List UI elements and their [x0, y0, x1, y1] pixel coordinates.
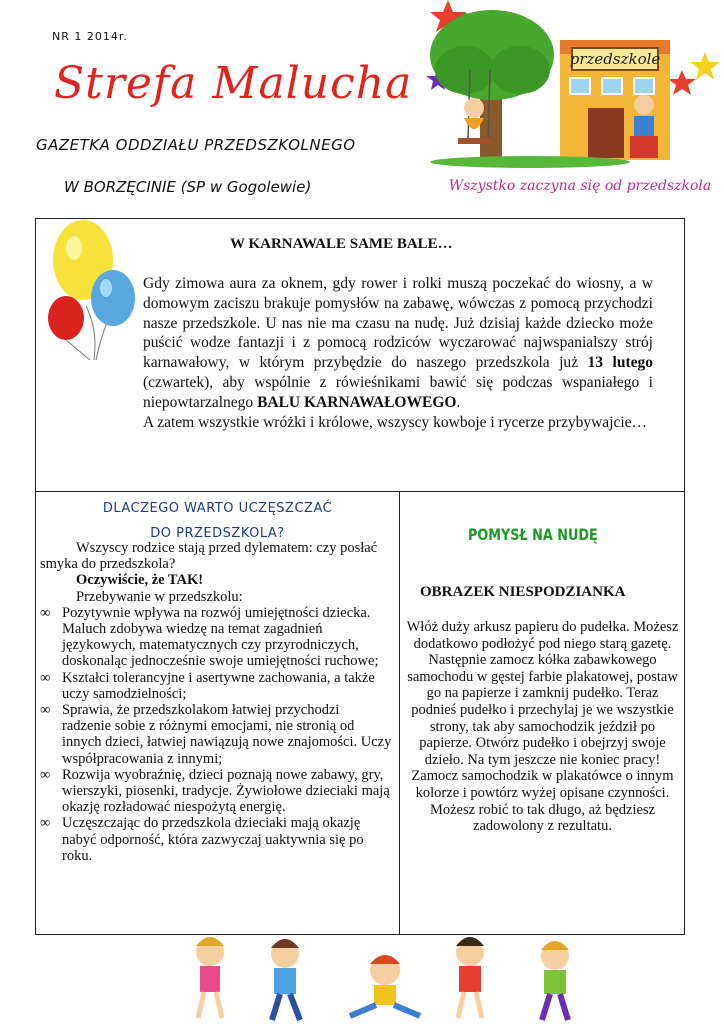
subtitle-line-1: GAZETKA ODDZIAŁU PRZEDSZKOLNEGO: [36, 136, 356, 154]
subtitle-line-2: W BORZĘCINIE (SP w Gogolewie): [64, 178, 312, 196]
kindergarten-logo: [420, 0, 724, 210]
child-5: [541, 941, 569, 1020]
carnival-text: [143, 274, 653, 432]
child-2: [271, 939, 300, 1020]
bullet-marker: ∞: [40, 604, 51, 621]
child-3: [350, 955, 420, 1016]
bullet-marker: ∞: [40, 815, 51, 832]
why-kindergarten-text: [40, 540, 392, 864]
list-item: ∞ Sprawia, że przedszkolakom łatwiej przychodzi radzenie sobie z różnymi emocjami, nie stronią od innych dzieci, łatwiej nawiązują nowe znajomości. Uczy współpracowania z innymi;: [40, 702, 392, 767]
surprise-instructions-1: Włóż duży arkusz papieru do pudełka. Możesz dodatkowo podłożyć pod niego starą gazetę. Następnie zamocz kółka zabawkowego samochodu w gęstej farbie plakatowej, postaw go na papierze i zamknij pudełko. Teraz podnieś pudełko i przechylaj je we wszystkie strony, tak aby samochodzik jeździł po papierze. Otwórz pudełko i obejrzyj swoje dzieło. Na tym jeszcze nie koniec pracy!: [406, 619, 679, 768]
surprise-picture-text: [405, 619, 680, 835]
child-4: [456, 937, 484, 1018]
playing-children-illustration: [170, 930, 590, 1024]
list-item: ∞ Pozytywnie wpływa na rozwój umiejętności dziecka. Maluch zdobywa wiedzę na temat zagadnień językowych, matematycznych czy przyrodniczych, doskonaląc jednocześnie swoje umiejętności ruchowe;: [40, 604, 379, 670]
surprise-instructions-2: Zamocz samochodzik w plakatówce o innym kolorze i powtórz wyżej opisane czynności. Możesz robić to tak długo, aż będziesz zadowolony z rezultatu.: [411, 768, 674, 835]
boredom-idea-heading: POMYSŁ NA NUDĘ: [468, 525, 598, 544]
page-title: Strefa Malucha: [54, 58, 413, 109]
why-heading-line-1: DLACZEGO WARTO UCZĘSZCZAĆ: [102, 501, 333, 516]
bullet-marker: ∞: [40, 702, 51, 719]
child-1: [196, 937, 224, 1018]
balloons-icon: [38, 220, 148, 360]
carnival-invitation: A zatem wszystkie wróżki i królowe, wszyscy kowboje i rycerze przybywajcie…: [143, 413, 648, 431]
carnival-heading: W KARNAWALE SAME BALE…: [230, 236, 453, 252]
issue-number: NR 1 2014r.: [52, 30, 128, 43]
why-intro: Wszyscy rodzice stają przed dylematem: czy posłać smyka do przedszkola?: [40, 540, 378, 573]
carnival-text-part-2: (czwartek), aby wspólnie z rówieśnikami bawić się podczas wspaniałego i niepowtarzalnego: [143, 373, 653, 411]
why-lead: Przebywanie w przedszkolu:: [76, 588, 243, 605]
logo-sign-text: przedszkole: [569, 50, 661, 68]
bullet-marker: ∞: [40, 766, 51, 783]
list-item: ∞ Kształci tolerancyjne i asertywne zachowania, a także uczy samodzielności;: [40, 669, 375, 702]
list-item: ∞ Uczęszczając do przedszkola dzieciaki mają okazję nabyć odporność, która zazwyczaj uaktywnia się po roku.: [40, 815, 364, 864]
surprise-picture-heading: OBRAZEK NIESPODZIANKA: [420, 584, 626, 600]
carnival-ball-name: BALU KARNAWAŁOWEGO: [257, 393, 457, 411]
why-answer: Oczywiście, że TAK!: [76, 572, 204, 589]
why-heading-line-2: DO PRZEDSZKOLA?: [150, 526, 285, 541]
why-kindergarten-heading: [40, 496, 395, 546]
list-item: ∞ Rozwija wyobraźnię, dzieci poznają nowe zabawy, gry, wierszyki, piosenki, tradycje. Żywiołowe dzieciaki mają okazję rozładować niespożytą energię.: [40, 766, 390, 816]
carnival-date: 13 lutego: [587, 354, 653, 372]
logo-slogan-text: Wszystko zaczyna się od przedszkola: [448, 178, 712, 194]
carnival-text-part-1: Gdy zimowa aura za oknem, gdy rower i rolki muszą poczekać do wiosny, a w domowym zaciszu brakuje pomysłów na zabawę, wówczas z pomocą przychodzi nasze przedszkole. U nas nie ma czasu na nudę. Już dzisiaj każde dziecko może puścić wodze fantazji i z pomocą rodziców wyczarować najwspanialszy strój karnawałowy, w którym przybędzie do naszego przedszkola już: [143, 275, 653, 372]
carnival-text-part-3: .: [456, 393, 461, 411]
bullet-marker: ∞: [40, 669, 51, 686]
